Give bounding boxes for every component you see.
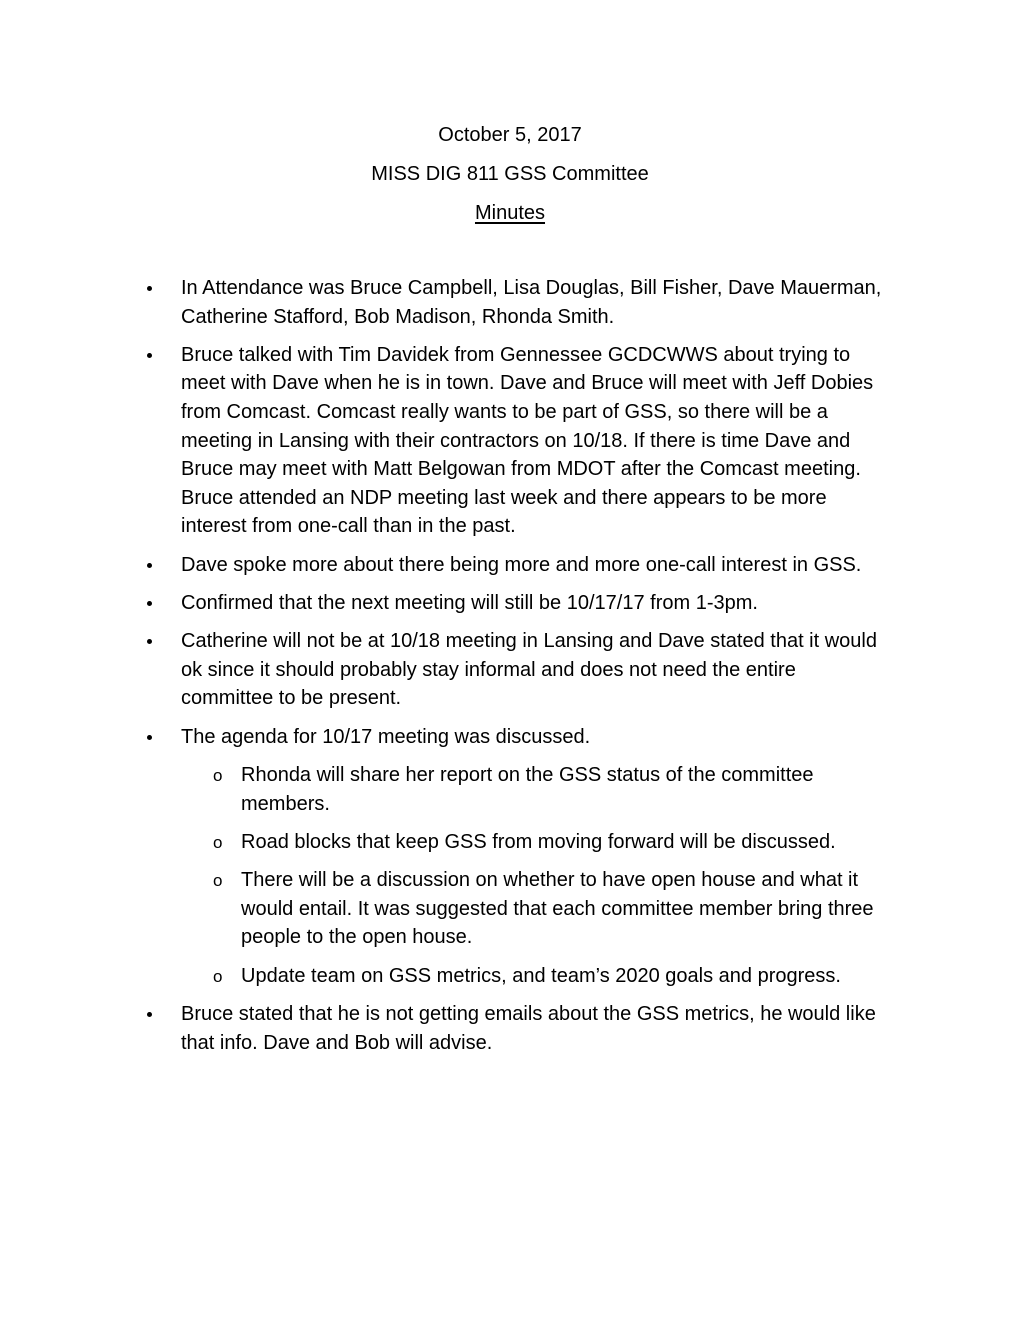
document-type-title: Minutes — [474, 202, 546, 224]
list-item — [181, 589, 893, 618]
sub-bullet-icon: o — [213, 966, 223, 986]
sub-bullet-icon: o — [213, 766, 223, 786]
list-item-text: Confirmed that the next meeting will still be 10/17/17 from 1-3pm. — [181, 592, 758, 614]
list-item-text: Bruce stated that he is not getting emails about the GSS metrics, he would like that info. Dave and Bob will advise. — [181, 1002, 876, 1054]
sub-list-item-text: Rhonda will share her report on the GSS status of the committee members. — [241, 764, 814, 815]
list-item — [181, 1000, 893, 1057]
sub-list-item — [213, 828, 893, 857]
sub-list-item-text: Update team on GSS metrics, and team’s 2020 goals and progress. — [241, 964, 841, 987]
sub-list-item — [213, 761, 893, 818]
sub-list-item — [213, 962, 893, 991]
document-header — [0, 120, 1020, 237]
list-item-text: Bruce talked with Tim Davidek from Gennessee GCDCWWS about trying to meet with Dave when he is in town. Dave and Bruce will meet with Jeff Dobies from Comcast. Comcast really wants to be part of GSS, so there will be a meeting in Lansing with their contractors on 10/18. If there is time Dave and Bruce may meet with Matt Belgowan from MDOT after the Comcast meeting. Bruce attended an NDP meeting last week and there appears to be more interest from one-call than in the past. — [181, 343, 874, 538]
sub-bullet-icon: o — [213, 832, 223, 852]
bullet-icon — [147, 353, 152, 358]
list-item-text: Dave spoke more about there being more and more one-call interest in GSS. — [181, 553, 862, 576]
meeting-date: October 5, 2017 — [438, 124, 582, 146]
sub-bullet-icon: o — [213, 871, 223, 891]
list-item-text: In Attendance was Bruce Campbell, Lisa Douglas, Bill Fisher, Dave Mauerman, Catherine Stafford, Bob Madison, Rhonda Smith. — [181, 277, 882, 328]
list-item — [181, 274, 893, 331]
list-item — [181, 341, 893, 541]
sub-list-item-text: Road blocks that keep GSS from moving forward will be discussed. — [241, 830, 836, 853]
committee-name: MISS DIG 811 GSS Committee — [371, 163, 649, 185]
sub-list-item — [213, 866, 893, 952]
bullet-icon — [147, 639, 152, 644]
list-item — [181, 627, 893, 713]
bullet-icon — [147, 601, 152, 606]
bullet-icon — [147, 735, 152, 740]
sub-list-item-text: There will be a discussion on whether to have open house and what it would entail. It was suggested that each committee member bring three people to the open house. — [241, 869, 874, 949]
list-item-agenda — [181, 723, 893, 991]
bullet-icon — [147, 1012, 152, 1017]
bullet-icon — [147, 286, 152, 291]
list-item-text: Catherine will not be at 10/18 meeting in Lansing and Dave stated that it would ok since it should probably stay informal and does not need the entire committee to be present. — [181, 630, 877, 710]
agenda-sub-list — [181, 761, 893, 990]
minutes-bullet-list — [181, 274, 893, 1057]
bullet-icon — [147, 563, 152, 568]
list-item — [181, 551, 893, 580]
list-item-text: The agenda for 10/17 meeting was discussed. — [181, 725, 591, 748]
minutes-body — [181, 274, 893, 1067]
